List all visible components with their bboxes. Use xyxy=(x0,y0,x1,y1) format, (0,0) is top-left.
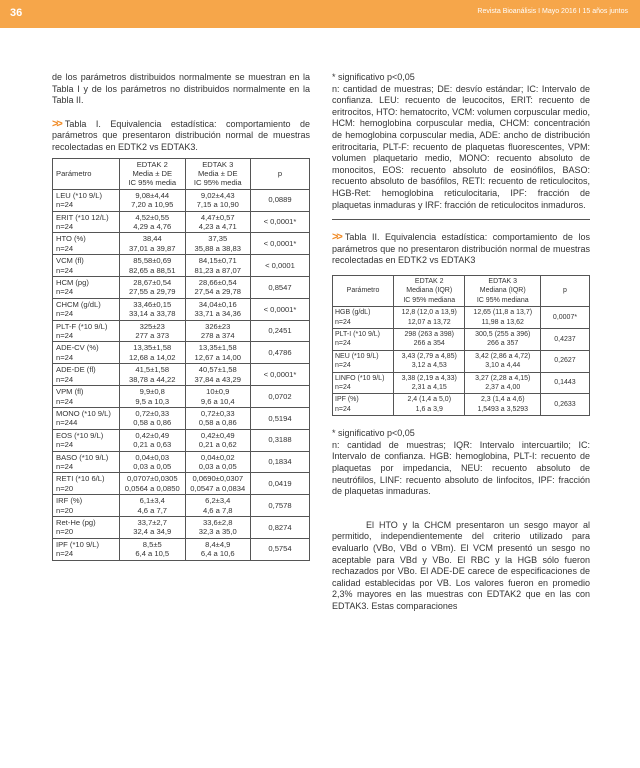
edtak2-cell: 9,08±4,44 7,20 a 10,95 xyxy=(120,189,186,211)
param-cell: IPF (*10 9/L) n=24 xyxy=(53,538,120,560)
param-cell: HCM (pg) n=24 xyxy=(53,277,120,299)
p-value-cell: 0,0007* xyxy=(541,307,590,329)
table2-caption: >> Tabla II. Equivalencia estadística: comportamiento de los parámetros que no presentaron distribución normal de muestras recolectadas en EDTK2 vs EDTAK3 xyxy=(332,231,590,266)
table-row xyxy=(53,473,310,495)
edtak3-cell: 28,66±0,54 27,54 a 29,78 xyxy=(185,277,251,299)
table1-header-p: p xyxy=(251,158,310,189)
param-cell: NEU (*10 9/L) n=24 xyxy=(333,350,394,372)
p-value-cell: < 0,0001* xyxy=(251,364,310,386)
body-paragraph: El HTO y la CHCM presentaron un sesgo mayor al permitido, independientemente del criterio utilizado para evaluarlo (VBo, VBd o VBm). El VCM presentó un sesgo no aceptable para VBd y VBo. El RBC y la HGB sólo fueron rechazados por VBo. El ADE-DE carece de especificaciones de calidad establecidas por VB. Los valores fueron en promedio 2,3% mayores en las muestras con EDTAK2 que en las con EDTAK3. Estas comparaciones xyxy=(332,519,590,611)
p-value-cell: < 0,0001* xyxy=(251,211,310,233)
table-row xyxy=(53,211,310,233)
edtak2-cell: 9,9±0,8 9,5 a 10,3 xyxy=(120,386,186,408)
edtak3-cell: 9,02±4,43 7,15 a 10,90 xyxy=(185,189,251,211)
param-cell: IPF (%) n=24 xyxy=(333,394,394,416)
param-cell: PLT-I (*10 9/L) n=24 xyxy=(333,328,394,350)
table-row xyxy=(53,342,310,364)
p-value-cell: < 0,0001 xyxy=(251,255,310,277)
param-cell: HGB (g/dL) n=24 xyxy=(333,307,394,329)
arrow-icon: >> xyxy=(52,117,61,130)
table-row xyxy=(333,328,590,350)
param-cell: VCM (fl) n=24 xyxy=(53,255,120,277)
table-1 xyxy=(52,158,310,561)
edtak3-cell: 10±0,9 9,6 a 10,4 xyxy=(185,386,251,408)
param-cell: HTO (%) n=24 xyxy=(53,233,120,255)
p-value-cell: 0,4786 xyxy=(251,342,310,364)
table-row xyxy=(53,495,310,517)
p-value-cell: 0,3188 xyxy=(251,429,310,451)
journal-title: Revista Bioanálisis I Mayo 2016 I 15 años juntos xyxy=(477,8,628,15)
table1-header-param: Parámetro xyxy=(53,158,120,189)
edtak3-cell: 13,35±1,58 12,67 a 14,00 xyxy=(185,342,251,364)
header-bar xyxy=(0,0,640,28)
table-row xyxy=(53,364,310,386)
param-cell: Ret-He (pg) n=20 xyxy=(53,516,120,538)
table-row xyxy=(333,372,590,394)
table-row xyxy=(53,277,310,299)
p-value-cell: 0,0419 xyxy=(251,473,310,495)
edtak3-cell: 6,2±3,4 4,6 a 7,8 xyxy=(185,495,251,517)
edtak3-cell: 8,4±4,9 6,4 a 10,6 xyxy=(185,538,251,560)
p-value-cell: 0,5194 xyxy=(251,407,310,429)
edtak2-cell: 325±23 277 a 373 xyxy=(120,320,186,342)
table2-header-edtak3: EDTAK 3 Mediana (IQR) IC 95% mediana xyxy=(465,275,541,306)
table-row xyxy=(53,451,310,473)
param-cell: IRF (%) n=20 xyxy=(53,495,120,517)
param-cell: LEU (*10 9/L) n=24 xyxy=(53,189,120,211)
edtak2-cell: 33,46±0,15 33,14 a 33,78 xyxy=(120,298,186,320)
edtak3-cell: 12,65 (11,8 a 13,7) 11,98 a 13,62 xyxy=(465,307,541,329)
table-row xyxy=(333,307,590,329)
edtak3-cell: 0,42±0,49 0,21 a 0,62 xyxy=(185,429,251,451)
p-value-cell: 0,2451 xyxy=(251,320,310,342)
param-cell: ADE-CV (%) n=24 xyxy=(53,342,120,364)
edtak2-cell: 38,44 37,01 a 39,87 xyxy=(120,233,186,255)
divider xyxy=(332,219,590,220)
intro-paragraph: de los parámetros distribuidos normalmente se muestran en la Tabla I y de los parámetros no distribuidos normalmente en la Tabla II. xyxy=(52,72,310,106)
table-row xyxy=(333,350,590,372)
edtak2-cell: 3,38 (2,19 a 4,33) 2,31 a 4,15 xyxy=(394,372,465,394)
edtak3-cell: 3,27 (2,28 a 4,15) 2,37 a 4,00 xyxy=(465,372,541,394)
p-value-cell: 0,8547 xyxy=(251,277,310,299)
p-value-cell: 0,8274 xyxy=(251,516,310,538)
p-value-cell: 0,0702 xyxy=(251,386,310,408)
edtak3-cell: 34,04±0,16 33,71 a 34,36 xyxy=(185,298,251,320)
param-cell: LINFO (*10 9/L) n=24 xyxy=(333,372,394,394)
edtak3-cell: 300,5 (255 a 396) 266 a 357 xyxy=(465,328,541,350)
edtak2-cell: 4,52±0,55 4,29 a 4,76 xyxy=(120,211,186,233)
edtak2-cell: 0,42±0,49 0,21 a 0,63 xyxy=(120,429,186,451)
table2-significance: * significativo p<0,05 xyxy=(332,428,415,439)
edtak3-cell: 84,15±0,71 81,23 a 87,07 xyxy=(185,255,251,277)
arrow-icon: >> xyxy=(332,231,341,244)
p-value-cell: 0,1443 xyxy=(541,372,590,394)
param-cell: VPM (fl) n=24 xyxy=(53,386,120,408)
param-cell: CHCM (g/dL) n=24 xyxy=(53,298,120,320)
edtak2-cell: 3,43 (2,79 a 4,85) 3,12 a 4,53 xyxy=(394,350,465,372)
param-cell: RETI (*10 6/L) n=20 xyxy=(53,473,120,495)
edtak2-cell: 0,0707±0,0305 0,0564 a 0,0850 xyxy=(120,473,186,495)
p-value-cell: 0,5754 xyxy=(251,538,310,560)
table1-header-edtak3: EDTAK 3 Media ± DE IC 95% media xyxy=(185,158,251,189)
edtak3-cell: 33,6±2,8 32,3 a 35,0 xyxy=(185,516,251,538)
param-cell: BASO (*10 9/L) n=24 xyxy=(53,451,120,473)
table-row xyxy=(53,255,310,277)
edtak2-cell: 85,58±0,69 82,65 a 88,51 xyxy=(120,255,186,277)
table-row xyxy=(53,429,310,451)
left-column xyxy=(52,72,310,561)
table-row xyxy=(53,320,310,342)
edtak3-cell: 0,0690±0,0307 0,0547 a 0,0834 xyxy=(185,473,251,495)
edtak2-cell: 8,5±5 6,4 a 10,5 xyxy=(120,538,186,560)
param-cell: EOS (*10 9/L) n=24 xyxy=(53,429,120,451)
edtak3-cell: 0,72±0,33 0,58 a 0,86 xyxy=(185,407,251,429)
edtak3-cell: 0,04±0,02 0,03 a 0,05 xyxy=(185,451,251,473)
table2-header-p: p xyxy=(541,275,590,306)
edtak2-cell: 2,4 (1,4 a 5,0) 1,6 a 3,9 xyxy=(394,394,465,416)
table1-legend: n: cantidad de muestras; DE: desvío estándar; IC: Intervalo de confianza. LEU: recuento de leucocitos, ERIT: recuento de eritrocitos, HTO: hematocrito, VCM: volumen corpuscular medio, HCM: hemoglobina corpuscular media, CHCM: concentración de hemoglobina corpuscular media, ADE: ancho de distribución eritrocitaria, PLT-F: recuento de plaquetas fluorescentes, VPM: volumen plaquetario medio, MONO: recuento absoluto de monocitos, EOS: recuento absoluto de eosinófilos, BASO: recuento absoluto de basófilos, RETI: recuento de reticulocitos, HGB-Ret: hemoglobina reticulocitaria, IPF: fracción de plaquetas inmaduras y IRF: fracción de reticulocitos inmaduros. xyxy=(332,83,590,210)
edtak3-cell: 40,57±1,58 37,84 a 43,29 xyxy=(185,364,251,386)
table1-caption: >> Tabla I. Equivalencia estadística: comportamiento de parámetros que presentaron distribución normal de muestras recolectadas en EDTK2 vs EDTAK3. xyxy=(52,117,310,152)
table-row xyxy=(53,516,310,538)
table-row xyxy=(53,298,310,320)
edtak2-cell: 0,04±0,03 0,03 a 0,05 xyxy=(120,451,186,473)
p-value-cell: 0,4237 xyxy=(541,328,590,350)
edtak3-cell: 2,3 (1,4 a 4,6) 1,5493 a 3,5293 xyxy=(465,394,541,416)
edtak3-cell: 37,35 35,88 a 38,83 xyxy=(185,233,251,255)
table-row xyxy=(53,386,310,408)
table-row xyxy=(53,538,310,560)
p-value-cell: 0,2633 xyxy=(541,394,590,416)
edtak3-cell: 326±23 278 a 374 xyxy=(185,320,251,342)
edtak2-cell: 41,5±1,58 38,78 a 44,22 xyxy=(120,364,186,386)
edtak2-cell: 6,1±3,4 4,6 a 7,7 xyxy=(120,495,186,517)
p-value-cell: 0,2627 xyxy=(541,350,590,372)
table2-header-edtak2: EDTAK 2 Mediana (IQR) IC 95% mediana xyxy=(394,275,465,306)
p-value-cell: 0,1834 xyxy=(251,451,310,473)
page-number: 36 xyxy=(10,7,23,19)
param-cell: ERIT (*10 12/L) n=24 xyxy=(53,211,120,233)
p-value-cell: 0,7578 xyxy=(251,495,310,517)
right-column xyxy=(332,72,590,613)
table-row xyxy=(53,407,310,429)
table2-header-param: Parámetro xyxy=(333,275,394,306)
edtak2-cell: 298 (263 a 398) 266 a 354 xyxy=(394,328,465,350)
table1-significance: * significativo p<0,05 xyxy=(332,72,415,82)
edtak2-cell: 12,8 (12,0 a 13,9) 12,07 a 13,72 xyxy=(394,307,465,329)
edtak2-cell: 33,7±2,7 32,4 a 34,9 xyxy=(120,516,186,538)
param-cell: ADE-DE (fl) n=24 xyxy=(53,364,120,386)
table-row xyxy=(333,394,590,416)
param-cell: PLT-F (*10 9/L) n=24 xyxy=(53,320,120,342)
table-2 xyxy=(332,275,590,416)
table-row xyxy=(53,189,310,211)
table1-header-edtak2: EDTAK 2 Media ± DE IC 95% media xyxy=(120,158,186,189)
table-row xyxy=(53,233,310,255)
p-value-cell: 0,0889 xyxy=(251,189,310,211)
edtak2-cell: 28,67±0,54 27,55 a 29,79 xyxy=(120,277,186,299)
table2-legend: n: cantidad de muestras; IQR: Intervalo intercuartilo; IC: Intervalo de confianza. HGB: hemoglobina, PLT-I: recuento de plaquetas por impedancia, NEU: recuento absoluto de neutrófilos, LINF: recuento absoluto de linfocitos, IPF: fracción de plaquetas inmaduras. xyxy=(332,439,590,497)
p-value-cell: < 0,0001* xyxy=(251,233,310,255)
edtak3-cell: 3,42 (2,86 a 4,72) 3,10 a 4,44 xyxy=(465,350,541,372)
param-cell: MONO (*10 9/L) n=244 xyxy=(53,407,120,429)
edtak3-cell: 4,47±0,57 4,23 a 4,71 xyxy=(185,211,251,233)
edtak2-cell: 0,72±0,33 0,58 a 0,86 xyxy=(120,407,186,429)
p-value-cell: < 0,0001* xyxy=(251,298,310,320)
edtak2-cell: 13,35±1,58 12,68 a 14,02 xyxy=(120,342,186,364)
